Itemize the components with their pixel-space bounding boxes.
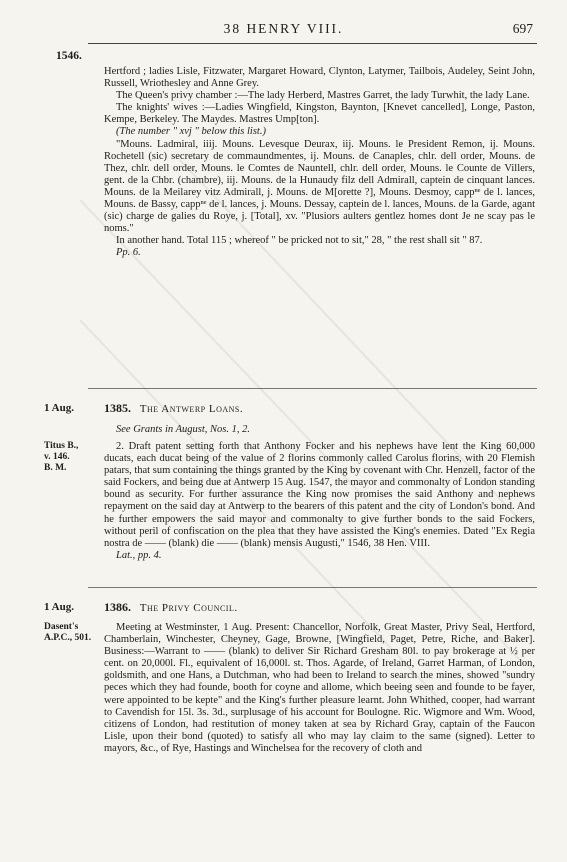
header-rule <box>88 43 537 44</box>
total-note: In another hand. Total 115 ; whereof " be pricked not to sit," 28, " the rest shall sit " 87. <box>116 235 483 247</box>
ladies-list: Hertford ; ladies Lisle, Fitzwater, Margaret Howard, Clynton, Latymer, Tailbois, Audeley, Seint John, Russell, Wriothesley and Anne Grey. <box>104 66 535 90</box>
entry-1385-source-line: v. 146. <box>44 452 70 462</box>
entry-1386-text: Meeting at Westminster, 1 Aug. Present: Chancellor, Norfolk, Great Master, Privy Seal, Hertford, Chamberlain, Winchester, Cheyney, Gage, Browne, [Wingfield, Paget, Petre, Riche, and Baker]. Business:—Warrant to —— (blank) to deliver Sir Richard Gresham 80l. to pay brokerage at ½ per cent. on 20,000l. Fl., equivalent of 16,000l. st. Thos. Agarde, of Ireland, Garret Harman, of London, goldsmith, and one Hans, a Dutchman, who had been to Ireland to search the mines, showed "sundry peces which they had founde, booth for coyne and allome, which beeing seen and founde to be fayer, were appointed to be kepte" and the King's further pleasure learnt. John Whithed, cooper, had warrant to Cavendish for 15l. 3s. 3d., surplusage of his account for Boulogne. Ric. Wigmore and Wm. Wood, citizens of London, had restitution of money taken at sea by Richard Gray, captain of the Faucon Lisle, upon their bond (quoted) to satisfy all who may lay claim to the same (signed). Letter to mayors, &c., of Rye, Hastings and Winchelsea for the recovery of cloth and <box>104 622 535 754</box>
entry-1385-text: 2. Draft patent setting forth that Anthony Focker and his nephews have lent the King 60,000 ducats, each ducat being of the value of 2 florins commonly called Carolus florins, with 20 Flemish patars, that sum containing the things granted by the King by covenant with Chr. Henzell, factor of the said Fockers, and being due at Antwerp 15 Aug. 1547, the mayor and commonalty of London standing bound as security. For further assurance the King now promises the said Anthony and nephews repayment on the said day at Antwerp to the bearers of this patent and the city of London's bond. And he further empowers the said mayor and commonalty to give further bonds to the said Fockers, without peril of confiscation on the plea that they have assisted the King's enemies. Dated "Ex Regia nostra de —— (blank) die —— (blank) mensis Augusti," 1546, 38 Hen. VIII. <box>104 441 535 549</box>
entry-1385-source <box>44 441 92 474</box>
entry-1386-title: The Privy Council. <box>139 602 238 614</box>
entry-1385-source-line: B. M. <box>44 463 67 473</box>
separator-rule <box>88 388 537 389</box>
year-marker: 1546. <box>56 50 82 62</box>
separator-rule <box>88 587 537 588</box>
entry-1386-source-line: A.P.C., 501. <box>44 633 92 643</box>
entry-1386-heading <box>104 600 535 615</box>
privy-chamber-list: The Queen's privy chamber :—The lady Herberd, Mastres Garret, the lady Turwhit, the lady Lane. <box>116 90 530 102</box>
entry-1386-source <box>44 622 92 644</box>
entry-1386-number: 1386. <box>104 600 131 614</box>
entry-1385-heading <box>104 401 535 416</box>
running-title: 38 HENRY VIII. <box>223 21 344 36</box>
knights-wives-list: The knights' wives :—Ladies Wingfield, Kingston, Baynton, [Knevet cancelled], Longe, Paston, Kempe, Berkeley. The Maydes. Mastres Ump[ton]. <box>104 102 535 126</box>
continuation-block <box>104 66 535 260</box>
entry-1385-see: See Grants in August, Nos. 1, 2. <box>116 424 250 435</box>
entry-1385-title: The Antwerp Loans. <box>139 403 244 415</box>
entry-1385-body <box>104 441 535 562</box>
page-number: 697 <box>512 21 533 36</box>
running-header <box>0 17 567 41</box>
entry-1386-source-line: Dasent's <box>44 622 79 632</box>
french-guests-list: "Mouns. Ladmiral, iiij. Mouns. Levesque Deurax, iij. Mouns. le President Remon, ij. Mouns. Rochetell (sic) secretary de commaundmentes, ij. Mouns. de Canaples, chlr. dell order, Mouns. de Thez, chlr. dell order, Mouns. le Comtes de Nauntell, chlr. dell order, Mouns. le Counte de Villers, gent. de la Chbr. (chambre), iij. Mouns. de la Hunaudy filz dell Admirall, captein de cinquant lances. Mouns. de la Meilarey vitz Admirall, j. Mouns. de M[orette ?], Mouns. Desmoy, cappⁿᵉ de l. lances, Mouns. de Bassy, cappⁿᵉ de l. lances, j. Mouns. Dessay, captein de l. lances, Mouns. de la Garde, agant (sic) charge de galies du Roye, j. [Total], xv. "Plusiors aulters gentlez homes dont Je ne scay pas le noms." <box>104 138 535 235</box>
entry-1385-lat: Lat., pp. 4. <box>116 549 162 561</box>
pages-note: Pp. 6. <box>116 247 141 259</box>
entry-1385-date: 1 Aug. <box>44 402 74 414</box>
entry-1386-date: 1 Aug. <box>44 601 74 613</box>
entry-1385-number: 1385. <box>104 401 131 415</box>
entry-1386-body <box>104 622 535 755</box>
entry-1385-source-line: Titus B., <box>44 441 79 451</box>
number-note: (The number " xvj " below this list.) <box>116 126 266 138</box>
